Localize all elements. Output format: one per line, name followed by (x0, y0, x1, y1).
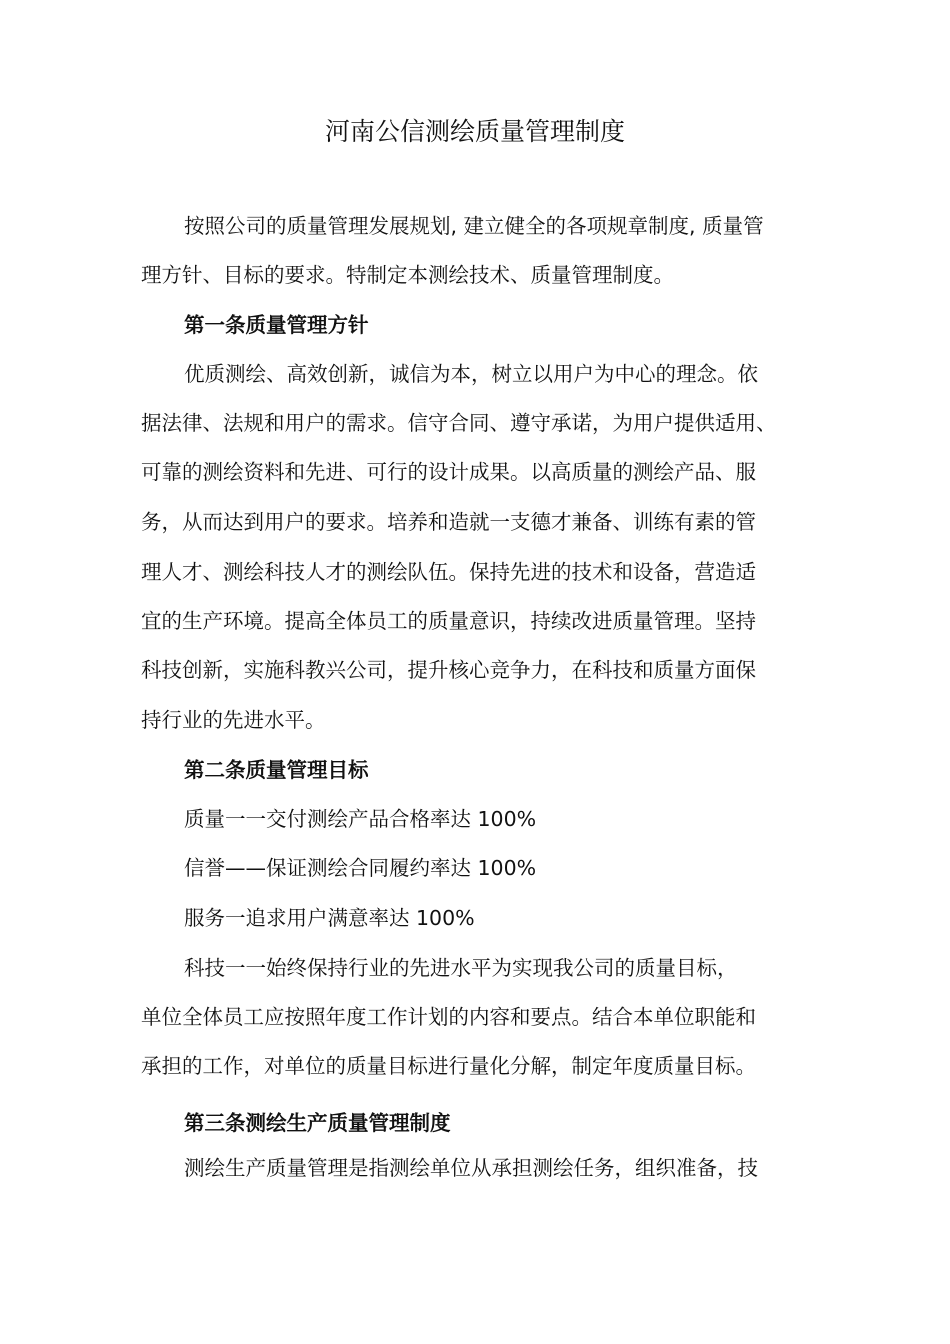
article2-line-3: 承担的工作，对单位的质量目标进行量化分解，制定年度质量目标。 (141, 1054, 756, 1078)
article1-line-7: 科技创新，实施科教兴公司，提升核心竞争力，在科技和质量方面保 (141, 658, 756, 682)
intro-line-1: 按照公司的质量管理发展规划, 建立健全的各项规章制度, 质量管 (184, 214, 764, 238)
article1-line-5: 理人才、测绘科技人才的测绘队伍。保持先进的技术和设备，营造适 (141, 560, 756, 584)
article2-line-1: 科技一一始终保持行业的先进水平为实现我公司的质量目标， (184, 956, 738, 980)
article1-line-8: 持行业的先进水平。 (141, 708, 326, 732)
document-title: 河南公信测绘质量管理制度 (324, 117, 625, 146)
article1-line-6: 宜的生产环境。提高全体员工的质量意识，持续改进质量管理。坚持 (141, 609, 756, 633)
article2-line-2: 单位全体员工应按照年度工作计划的内容和要点。结合本单位职能和 (141, 1005, 756, 1029)
article1-line-3: 可靠的测绘资料和先进、可行的设计成果。以高质量的测绘产品、服 (141, 460, 756, 484)
article1-line-1: 优质测绘、高效创新，诚信为本，树立以用户为中心的理念。依 (184, 362, 758, 386)
article1-heading: 第一条质量管理方针 (184, 313, 369, 337)
goal-service: 服务一追求用户满意率达 100% (184, 906, 475, 930)
article3-heading: 第三条测绘生产质量管理制度 (184, 1111, 451, 1135)
article2-heading: 第二条质量管理目标 (184, 758, 369, 782)
article3-line-1: 测绘生产质量管理是指测绘单位从承担测绘任务，组织准备，技 (184, 1156, 758, 1180)
goal-quality: 质量一一交付测绘产品合格率达 100% (184, 807, 537, 831)
intro-line-2: 理方针、目标的要求。特制定本测绘技术、质量管理制度。 (141, 263, 674, 287)
goal-reputation: 信誉——保证测绘合同履约率达 100% (184, 856, 537, 880)
article1-line-2: 据法律、法规和用户的需求。信守合同、遵守承诺，为用户提供适用、 (141, 411, 777, 435)
article1-line-4: 务，从而达到用户的要求。培养和造就一支德才兼备、训练有素的管 (141, 510, 756, 534)
